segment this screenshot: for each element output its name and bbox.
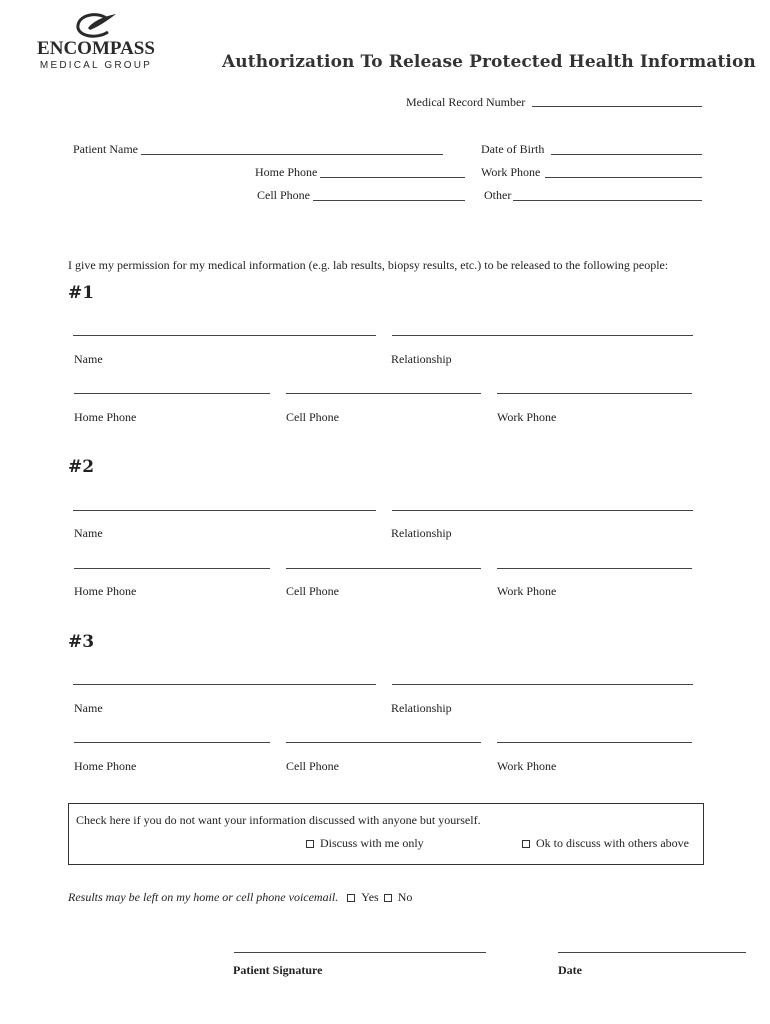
contact-1-home-field[interactable]	[74, 393, 270, 394]
contact-1-cell-field[interactable]	[286, 393, 481, 394]
other-field[interactable]	[513, 200, 702, 201]
voicemail-yes-option[interactable]	[347, 890, 378, 904]
contact-1-home-label: Home Phone	[74, 410, 137, 424]
contact-2-home-field[interactable]	[74, 568, 270, 569]
date-label: Date	[558, 963, 582, 977]
contact-2-cell-label: Cell Phone	[286, 584, 339, 598]
contact-1-name-label: Name	[74, 352, 103, 366]
voicemail-yes-label: Yes	[361, 890, 379, 904]
contact-3-name-field[interactable]	[73, 684, 376, 685]
dob-label: Date of Birth	[481, 142, 545, 156]
contact-3-cell-field[interactable]	[286, 742, 481, 743]
contact-3-name-label: Name	[74, 701, 103, 715]
page-title: Authorization To Release Protected Health Information	[222, 52, 756, 72]
home-phone-field[interactable]	[320, 177, 465, 178]
logo-mark-icon	[72, 12, 120, 40]
contact-2-name-label: Name	[74, 526, 103, 540]
contact-3-relationship-field[interactable]	[392, 684, 693, 685]
contact-1-relationship-label: Relationship	[391, 352, 452, 366]
patient-signature-label: Patient Signature	[233, 963, 323, 977]
work-phone-label: Work Phone	[481, 165, 541, 179]
contact-3-cell-label: Cell Phone	[286, 759, 339, 773]
logo-subtitle: MEDICAL GROUP	[39, 60, 153, 71]
contact-3-home-label: Home Phone	[74, 759, 137, 773]
contact-2-work-field[interactable]	[497, 568, 692, 569]
contact-3-relationship-label: Relationship	[391, 701, 452, 715]
contact-2-home-label: Home Phone	[74, 584, 137, 598]
contact-2-work-label: Work Phone	[497, 584, 557, 598]
checkbox-voicemail-no[interactable]	[384, 894, 392, 902]
patient-signature-field[interactable]	[234, 952, 486, 953]
voicemail-no-label: No	[397, 890, 413, 904]
contact-1-work-label: Work Phone	[497, 410, 557, 424]
patient-name-label: Patient Name	[73, 142, 138, 156]
date-field[interactable]	[558, 952, 746, 953]
discussion-instruction: Check here if you do not want your information discussed with anyone but yourself.	[76, 813, 481, 827]
contact-2-cell-field[interactable]	[286, 568, 481, 569]
logo	[34, 12, 158, 72]
contact-3-work-field[interactable]	[497, 742, 692, 743]
option-discuss-others-label: Ok to discuss with others above	[536, 836, 689, 850]
checkbox-discuss-others[interactable]	[522, 840, 530, 848]
contact-3-number: #3	[68, 632, 95, 652]
cell-phone-label: Cell Phone	[257, 188, 310, 202]
contact-2-relationship-label: Relationship	[391, 526, 452, 540]
option-discuss-me-only-label: Discuss with me only	[320, 836, 424, 850]
cell-phone-field[interactable]	[313, 200, 465, 201]
contact-3-work-label: Work Phone	[497, 759, 557, 773]
contact-1-cell-label: Cell Phone	[286, 410, 339, 424]
contact-1-name-field[interactable]	[73, 335, 376, 336]
contact-1-relationship-field[interactable]	[392, 335, 693, 336]
contact-2-relationship-field[interactable]	[392, 510, 693, 511]
contact-2-name-field[interactable]	[73, 510, 376, 511]
contact-2-number: #2	[68, 457, 95, 477]
medical-record-field[interactable]	[532, 106, 702, 107]
contact-3-home-field[interactable]	[74, 742, 270, 743]
checkbox-discuss-me-only[interactable]	[306, 840, 314, 848]
logo-name: ENCOMPASS	[37, 38, 155, 59]
voicemail-row	[68, 890, 412, 905]
voicemail-text: Results may be left on my home or cell phone voicemail.	[68, 890, 339, 904]
home-phone-label: Home Phone	[255, 165, 318, 179]
patient-name-field[interactable]	[141, 154, 443, 155]
voicemail-no-option[interactable]	[384, 890, 413, 904]
option-discuss-me-only[interactable]	[306, 836, 424, 851]
medical-record-label: Medical Record Number	[406, 95, 526, 109]
work-phone-field[interactable]	[545, 177, 702, 178]
other-label: Other	[484, 188, 512, 202]
contact-1-number: #1	[68, 283, 95, 303]
dob-field[interactable]	[551, 154, 702, 155]
option-discuss-others[interactable]	[522, 836, 689, 851]
checkbox-voicemail-yes[interactable]	[347, 894, 355, 902]
permission-text: I give my permission for my medical information (e.g. lab results, biopsy results, etc.) to be released to the following people:	[68, 258, 669, 272]
contact-1-work-field[interactable]	[497, 393, 692, 394]
